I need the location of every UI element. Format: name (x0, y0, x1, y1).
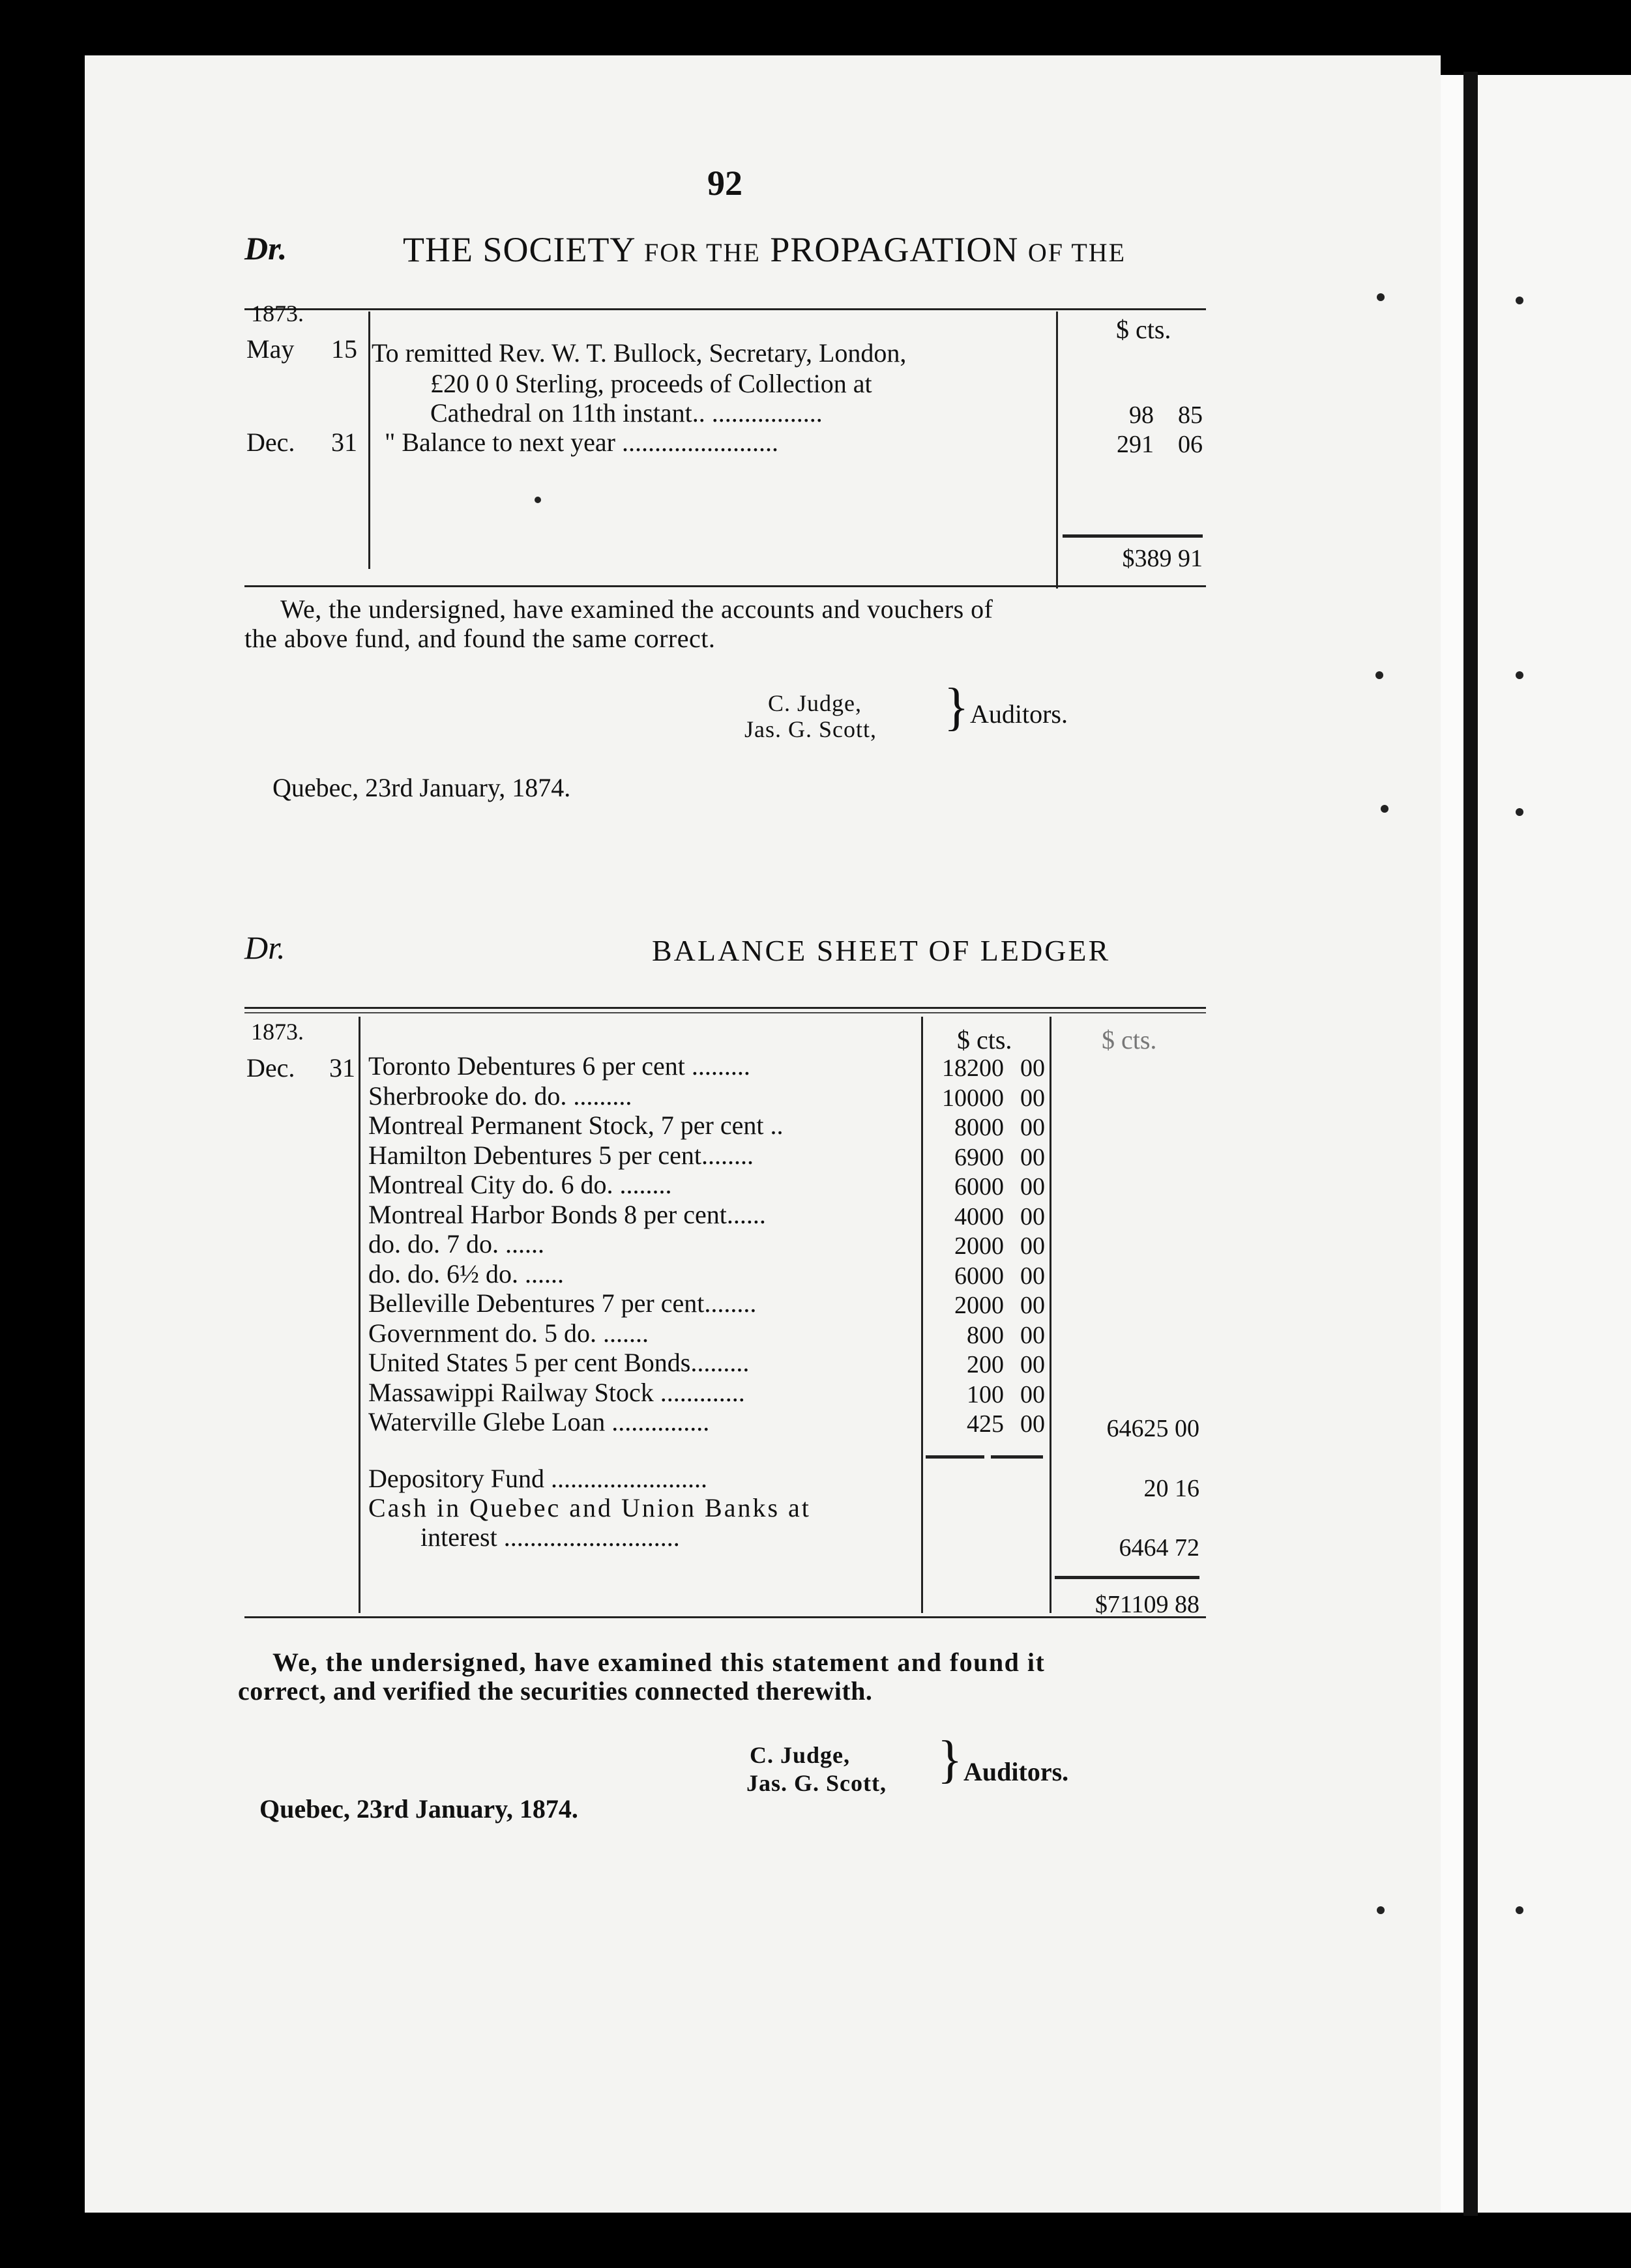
heading-part: PROPAGATION (770, 230, 1019, 269)
table-top-rule (244, 1012, 1206, 1013)
table-top-rule (244, 308, 1206, 310)
amount-cents: 00 (1020, 1381, 1045, 1408)
column-divider (359, 1017, 360, 1613)
speck (1516, 808, 1523, 816)
ledger-label: Montreal City do. 6 do. ........ (368, 1170, 672, 1199)
subtotal-rule (991, 1455, 1043, 1459)
amount-dollars: 8000 (954, 1114, 1004, 1141)
speck (1377, 293, 1385, 301)
amount-dollars: 10000 (942, 1084, 1004, 1112)
table-bottom-rule (244, 1616, 1206, 1618)
amount-dollars: 98 (1129, 401, 1154, 429)
entry-month: Dec. (246, 428, 295, 457)
amount-dollars: 100 (967, 1381, 1004, 1408)
entry-month: May (246, 334, 295, 364)
page-number: 92 (707, 164, 742, 203)
amount-dollars: 4000 (954, 1203, 1004, 1230)
place-date: Quebec, 23rd January, 1874. (259, 1794, 578, 1824)
ledger-label: Sherbrooke do. do. ......... (368, 1081, 632, 1111)
ledger-label: do. do. 6½ do. ...... (368, 1259, 564, 1288)
section-heading: BALANCE SHEET OF LEDGER (652, 934, 1111, 967)
auditors-label: Auditors. (970, 699, 1068, 729)
ledger-label: Cash in Quebec and Union Banks at (368, 1493, 811, 1522)
heading-part: OF THE (1027, 238, 1126, 267)
amount-cents: 00 (1020, 1322, 1045, 1349)
amount-dollars: 2000 (954, 1232, 1004, 1260)
audit-statement: We, the undersigned, have examined this statement and found it (272, 1648, 1046, 1677)
amount-dollars: 6000 (954, 1262, 1004, 1290)
speck (1516, 671, 1523, 679)
total-rule (1063, 534, 1203, 538)
total-rule (1055, 1576, 1199, 1579)
amount-dollars: 20 (1143, 1475, 1169, 1502)
year: 1873. (251, 1019, 304, 1045)
amount-cents: 72 (1175, 1534, 1199, 1562)
section-total: $389 91 (1122, 545, 1203, 572)
amount-cents: 00 (1020, 1084, 1045, 1112)
column-divider (921, 1017, 923, 1613)
amount-dollars: 291 (1117, 431, 1154, 458)
amount-cents: 00 (1020, 1054, 1045, 1082)
depository-amount (1063, 1474, 1199, 1503)
heading-part: FOR THE (643, 238, 761, 267)
amount-cents: 16 (1175, 1475, 1199, 1502)
ledger-label: Waterville Glebe Loan ............... (368, 1407, 710, 1436)
column-divider (368, 312, 370, 569)
auditor-name: Jas. G. Scott, (744, 716, 877, 742)
section-total: $71109 88 (1095, 1591, 1199, 1618)
cash-amount (1063, 1534, 1199, 1562)
section-heading (403, 229, 1126, 270)
amount-cents: 00 (1020, 1203, 1045, 1230)
entry-day: 31 (331, 428, 357, 457)
amount-cents: 00 (1020, 1144, 1045, 1171)
audit-statement: We, the undersigned, have examined the accounts and vouchers of (280, 594, 993, 624)
heading-part: THE SOCIETY (403, 230, 635, 269)
amount-cents: 00 (1020, 1232, 1045, 1260)
speck (1516, 297, 1523, 304)
entry-day: 31 (329, 1053, 355, 1083)
speck (535, 497, 541, 503)
ledger-label: United States 5 per cent Bonds......... (368, 1348, 750, 1377)
auditor-name: C. Judge, (750, 1742, 851, 1768)
column-header: $ cts. (957, 1025, 1012, 1054)
auditor-name: C. Judge, (768, 690, 862, 716)
debit-label: Dr. (244, 929, 286, 966)
auditor-name: Jas. G. Scott, (746, 1770, 887, 1796)
amount-cents: 06 (1178, 431, 1203, 458)
ledger-label: Massawippi Railway Stock ............. (368, 1378, 745, 1407)
column-divider (1056, 312, 1058, 589)
ledger-label: do. do. 7 do. ...... (368, 1229, 544, 1258)
ledger-label: interest ........................... (420, 1522, 680, 1552)
amount-dollars: 200 (967, 1351, 1004, 1378)
table-top-rule (244, 1007, 1206, 1009)
amount-cents: 00 (1020, 1410, 1045, 1438)
amount-dollars: 6464 (1119, 1534, 1169, 1562)
amount-cents: 00 (1020, 1114, 1045, 1141)
amount-cents: 00 (1020, 1351, 1045, 1378)
ledger-label: Montreal Harbor Bonds 8 per cent...... (368, 1200, 766, 1229)
subtotal-rule (926, 1455, 984, 1459)
amount-dollars: 6000 (954, 1173, 1004, 1200)
entry-line: £20 0 0 Sterling, proceeds of Collection at (430, 369, 872, 398)
subtotal-dollars: 64625 (1106, 1415, 1169, 1442)
binding-shadow (1463, 72, 1478, 2216)
speck (1381, 805, 1389, 813)
auditors-label: Auditors. (963, 1757, 1069, 1786)
speck (1377, 1906, 1385, 1914)
table-bottom-rule (244, 585, 1206, 587)
speck (1516, 1906, 1523, 1914)
subtotal-cents: 00 (1175, 1415, 1199, 1442)
year: 1873. (251, 300, 304, 327)
amount-dollars: 800 (967, 1322, 1004, 1349)
audit-statement: the above fund, and found the same correct. (244, 624, 716, 653)
entry-line: To remitted Rev. W. T. Bullock, Secretary, London, (372, 338, 907, 368)
subtotal (1063, 1414, 1199, 1443)
ledger-label: Belleville Debentures 7 per cent........ (368, 1288, 757, 1318)
ledger-label: Hamilton Debentures 5 per cent........ (368, 1141, 754, 1170)
column-divider (1050, 1017, 1051, 1613)
brace: } (944, 678, 969, 736)
amount-cents: 00 (1020, 1173, 1045, 1200)
entry-day: 15 (331, 334, 357, 364)
debit-label: Dr. (244, 230, 287, 267)
amount-cents: 00 (1020, 1292, 1045, 1319)
ledger-label: Toronto Debentures 6 per cent ......... (368, 1051, 750, 1081)
amount-dollars: 425 (967, 1410, 1004, 1438)
amount-cents: 00 (1020, 1262, 1045, 1290)
amount-dollars: 6900 (954, 1144, 1004, 1171)
facing-page-edge (1473, 75, 1631, 2213)
ledger-label: Depository Fund ........................ (368, 1464, 707, 1493)
column-header: $ cts. (1102, 1025, 1157, 1054)
amount-dollars: 18200 (942, 1054, 1004, 1082)
ledger-label: Government do. 5 do. ....... (368, 1318, 649, 1348)
entry-line: Cathedral on 11th instant.. ................. (430, 398, 823, 428)
entry-line: " Balance to next year ........................ (385, 428, 778, 457)
ledger-label: Montreal Permanent Stock, 7 per cent .. (368, 1111, 784, 1140)
amount-cents: 85 (1178, 401, 1203, 429)
brace: } (937, 1731, 963, 1788)
place-date: Quebec, 23rd January, 1874. (272, 773, 571, 802)
speck (1375, 671, 1383, 679)
entry-month: Dec. (246, 1053, 295, 1083)
audit-statement: correct, and verified the securities connected therewith. (238, 1676, 873, 1706)
column-header: $ cts. (1116, 315, 1171, 344)
amount-dollars: 2000 (954, 1292, 1004, 1319)
